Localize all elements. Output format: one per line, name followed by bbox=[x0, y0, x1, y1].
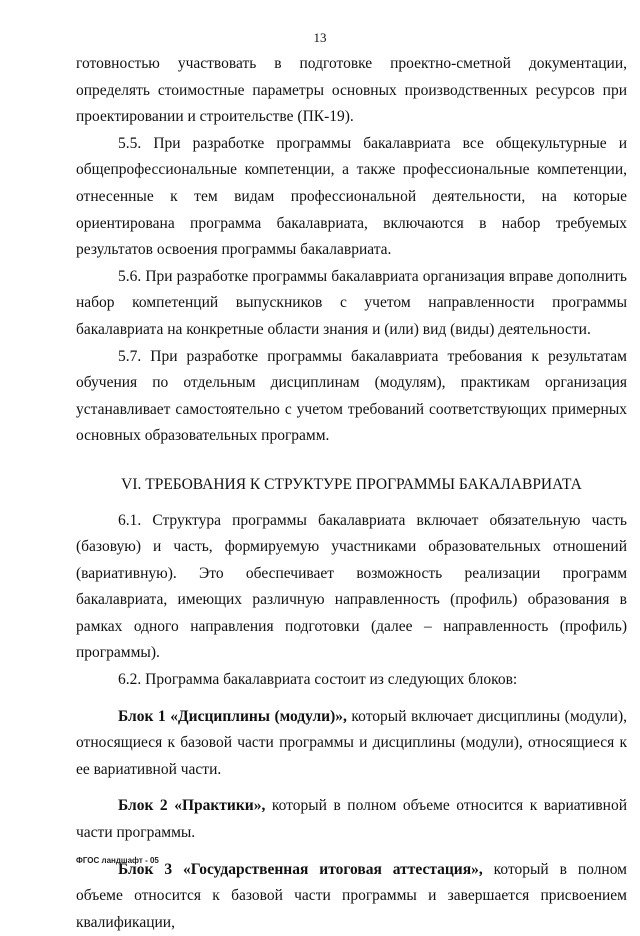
block-1-paragraph bbox=[76, 704, 627, 784]
block-1-text: который включает дисциплины (модули), относящиеся к базовой части программы и дисциплины (модули), относящиеся к ее вариативной части. bbox=[76, 707, 627, 778]
paragraph-continuation: готовностью участвовать в подготовке проектно-сметной документации, определять стоимостные параметры основных производственных ресурсов при проектировании и строительстве (ПК-19). bbox=[76, 55, 627, 126]
block-2-paragraph bbox=[76, 793, 627, 846]
block-3-text: который в полном объеме относится к базовой части программы и завершается присвоением квалификации, bbox=[76, 860, 627, 931]
paragraph-5-6: 5.6. При разработке программы бакалавриата организация вправе дополнить набор компетенций выпускников с учетом направленности программы бакалавриата на конкретные области знания и (или) вид (виды) деятельности. bbox=[76, 267, 627, 338]
paragraph-5-5: 5.5. При разработке программы бакалавриата все общекультурные и общепрофессиональные компетенции, а также профессиональные компетенции, отнесенные к тем видам профессиональной деятельности, на которые ориентирована программа бакалавриата, включаются в набор требуемых результатов освоения программы бакалавриата. bbox=[76, 134, 627, 259]
block-3-paragraph bbox=[76, 857, 627, 936]
block-1-label: Блок 1 «Дисциплины (модули)», bbox=[118, 707, 347, 725]
block-3-label: Блок 3 «Государственная итоговая аттестация», bbox=[118, 860, 483, 878]
page-content bbox=[76, 51, 627, 936]
page-number: 13 bbox=[313, 30, 327, 45]
paragraph-6-1: 6.1. Структура программы бакалавриата включает обязательную часть (базовую) и часть, формируемую участниками образовательных отношений (вариативную). Это обеспечивает возможность реализации программ бакалавриата, имеющих различную направленность (профиль) образования в рамках одного направления подготовки (далее – направленность (профиль) программы). bbox=[76, 511, 627, 662]
block-2-label: Блок 2 «Практики», bbox=[118, 797, 266, 815]
paragraph-5-7: 5.7. При разработке программы бакалавриата требования к результатам обучения по отдельным дисциплинам (модулям), практикам организация устанавливает самостоятельно с учетом требований соответствующих примерных основных образовательных программ. bbox=[76, 347, 627, 445]
section-title: VI. ТРЕБОВАНИЯ К СТРУКТУРЕ ПРОГРАММЫ БАКАЛАВРИАТА bbox=[121, 475, 582, 493]
footer-label: ФГОС ландшафт - 05 bbox=[76, 856, 159, 865]
block-2-text: который в полном объеме относится к вариативной части программы. bbox=[76, 797, 627, 842]
paragraph-6-2: 6.2. Программа бакалавриата состоит из следующих блоков: bbox=[118, 671, 518, 689]
